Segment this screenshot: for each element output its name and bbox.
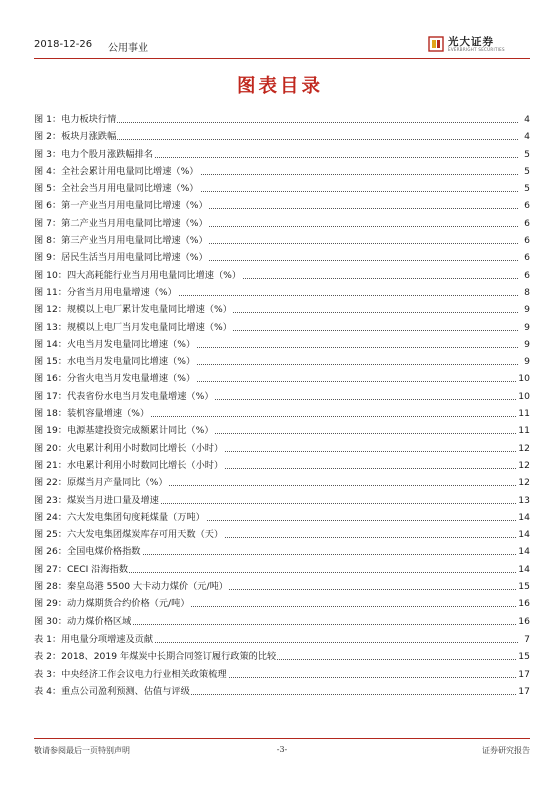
figure-entry[interactable]	[34, 405, 530, 422]
figure-entry[interactable]	[34, 267, 530, 284]
figure-entry-page: 16	[516, 595, 530, 612]
table-entry-label: 表 4：重点公司盈利预测、估值与评级	[34, 683, 191, 700]
figure-entry[interactable]	[34, 319, 530, 336]
figure-entry-label: 图 15：水电当月发电量同比增速（%）	[34, 353, 196, 370]
figure-entry[interactable]	[34, 336, 530, 353]
figure-entry-page: 14	[516, 526, 530, 543]
figure-entry-page: 9	[522, 319, 530, 336]
figure-entry-label: 图 14：火电当月发电量同比增速（%）	[34, 336, 196, 353]
figure-entry-page: 6	[522, 267, 530, 284]
figure-entry[interactable]	[34, 440, 530, 457]
figure-entry-page: 12	[516, 474, 530, 491]
footer-report-type: 证券研究报告	[482, 746, 530, 755]
figure-entry-page: 12	[516, 440, 530, 457]
figure-entry[interactable]	[34, 457, 530, 474]
figure-entry-label: 图 9：居民生活当月用电量同比增速（%）	[34, 249, 209, 266]
figure-entry-label: 图 27：CECI 沿海指数	[34, 561, 129, 578]
figure-entry-page: 6	[522, 232, 530, 249]
figure-entry[interactable]	[34, 128, 530, 145]
figure-entry-label: 图 12：规模以上电厂累计发电量同比增速（%）	[34, 301, 233, 318]
figure-entry[interactable]	[34, 561, 530, 578]
figure-entry[interactable]	[34, 595, 530, 612]
logo-name-en: EVERBRIGHT SECURITIES	[448, 47, 505, 52]
figure-entry-page: 16	[516, 613, 530, 630]
table-entry-page: 7	[522, 631, 530, 648]
figure-entry[interactable]	[34, 578, 530, 595]
figure-entry-label: 图 2：板块月涨跌幅	[34, 128, 117, 145]
page-number: -3-	[276, 745, 288, 754]
figure-entry-label: 图 13：规模以上电厂当月发电量同比增速（%）	[34, 319, 233, 336]
figure-entry-label: 图 21：水电累计利用小时数同比增长（小时）	[34, 457, 224, 474]
table-entry[interactable]	[34, 666, 530, 683]
figure-entry-page: 14	[516, 509, 530, 526]
figure-entry[interactable]	[34, 197, 530, 214]
figure-entry-page: 6	[522, 215, 530, 232]
table-entry-label: 表 1：用电量分项增速及贡献	[34, 631, 154, 648]
figure-entry-label: 图 11：分省当月用电量增速（%）	[34, 284, 178, 301]
figure-entry[interactable]	[34, 526, 530, 543]
figure-entry-page: 4	[522, 128, 530, 145]
table-entry[interactable]	[34, 683, 530, 700]
figure-entry-label: 图 1：电力板块行情	[34, 111, 117, 128]
figure-entry[interactable]	[34, 388, 530, 405]
figure-entry-label: 图 25：六大发电集团煤炭库存可用天数（天）	[34, 526, 224, 543]
figure-entry[interactable]	[34, 215, 530, 232]
figure-entry-page: 5	[522, 180, 530, 197]
figure-entry-label: 图 16：分省火电当月发电量增速（%）	[34, 370, 196, 387]
figure-entry-label: 图 6：第一产业当月用电量同比增速（%）	[34, 197, 209, 214]
figure-entry[interactable]	[34, 370, 530, 387]
figure-entry-page: 10	[516, 370, 530, 387]
figure-entry-page: 14	[516, 561, 530, 578]
figure-entry-page: 5	[522, 146, 530, 163]
report-date: 2018-12-26	[34, 39, 93, 50]
table-entry-label: 表 3：中央经济工作会议电力行业相关政策梳理	[34, 666, 228, 683]
table-entry[interactable]	[34, 648, 530, 665]
figure-entry-label: 图 8：第三产业当月用电量同比增速（%）	[34, 232, 209, 249]
figure-entry-page: 13	[516, 492, 530, 509]
figure-entry-label: 图 10：四大高耗能行业当月用电量同比增速（%）	[34, 267, 242, 284]
figure-entry[interactable]	[34, 492, 530, 509]
table-entry-page: 17	[516, 666, 530, 683]
figure-entry[interactable]	[34, 613, 530, 630]
figure-entry-label: 图 3：电力个股月涨跌幅排名	[34, 146, 154, 163]
figure-entry[interactable]	[34, 111, 530, 128]
footer-disclaimer: 敬请参阅最后一页特别声明	[34, 746, 130, 755]
figure-entry[interactable]	[34, 353, 530, 370]
figure-entry[interactable]	[34, 146, 530, 163]
figure-entry-label: 图 17：代表省份水电当月发电量增速（%）	[34, 388, 215, 405]
figure-entry-label: 图 5：全社会当月用电量同比增速（%）	[34, 180, 200, 197]
logo-name-cn: 光大证券	[448, 36, 494, 48]
figure-entry[interactable]	[34, 163, 530, 180]
figure-entry-label: 图 26：全国电煤价格指数	[34, 543, 142, 560]
figure-entry-page: 9	[522, 301, 530, 318]
figure-entry[interactable]	[34, 509, 530, 526]
figure-entry-page: 15	[516, 578, 530, 595]
figure-entry-page: 5	[522, 163, 530, 180]
figure-entry-label: 图 18：装机容量增速（%）	[34, 405, 150, 422]
figure-entry-page: 6	[522, 197, 530, 214]
figure-entry-page: 12	[516, 457, 530, 474]
report-sector: 公用事业	[108, 43, 148, 54]
figure-entry[interactable]	[34, 543, 530, 560]
figure-entry-page: 11	[516, 405, 530, 422]
figure-entry-label: 图 24：六大发电集团旬度耗煤量（万吨）	[34, 509, 206, 526]
figure-entry[interactable]	[34, 232, 530, 249]
figure-entry-page: 8	[522, 284, 530, 301]
figure-entry-page: 6	[522, 249, 530, 266]
table-entry[interactable]	[34, 631, 530, 648]
figure-entry-label: 图 22：原煤当月产量同比（%）	[34, 474, 169, 491]
table-entry-label: 表 2：2018、2019 年煤炭中长期合同签订履行政策的比较	[34, 648, 277, 665]
page-title: 图表目录	[236, 76, 323, 97]
company-logo	[428, 34, 528, 56]
figure-entry-page: 4	[522, 111, 530, 128]
figure-list	[34, 111, 530, 630]
figure-entry[interactable]	[34, 180, 530, 197]
figure-entry-page: 11	[516, 422, 530, 439]
figure-entry-label: 图 19：电源基建投资完成额累计同比（%）	[34, 422, 215, 439]
figure-entry-page: 9	[522, 353, 530, 370]
table-entry-page: 15	[516, 648, 530, 665]
figure-entry-label: 图 7：第二产业当月用电量同比增速（%）	[34, 215, 209, 232]
figure-entry[interactable]	[34, 284, 530, 301]
figure-entry[interactable]	[34, 301, 530, 318]
figure-entry-page: 14	[516, 543, 530, 560]
figure-entry[interactable]	[34, 249, 530, 266]
figure-entry-label: 图 23：煤炭当月进口量及增速	[34, 492, 160, 509]
page-header	[34, 34, 530, 59]
table-entry-page: 17	[516, 683, 530, 700]
figure-entry-label: 图 28：秦皇岛港 5500 大卡动力煤价（元/吨）	[34, 578, 229, 595]
figure-entry-label: 图 30：动力煤价格区域	[34, 613, 132, 630]
figure-entry-label: 图 29：动力煤期货合约价格（元/吨）	[34, 595, 191, 612]
figure-entry-page: 9	[522, 336, 530, 353]
figure-entry-page: 10	[516, 388, 530, 405]
figure-entry[interactable]	[34, 422, 530, 439]
figure-entry-label: 图 20：火电累计利用小时数同比增长（小时）	[34, 440, 224, 457]
page-footer	[34, 738, 530, 753]
logo-mark-icon	[428, 36, 444, 52]
table-list	[34, 631, 530, 700]
figure-entry[interactable]	[34, 474, 530, 491]
figure-entry-label: 图 4：全社会累计用电量同比增速（%）	[34, 163, 200, 180]
